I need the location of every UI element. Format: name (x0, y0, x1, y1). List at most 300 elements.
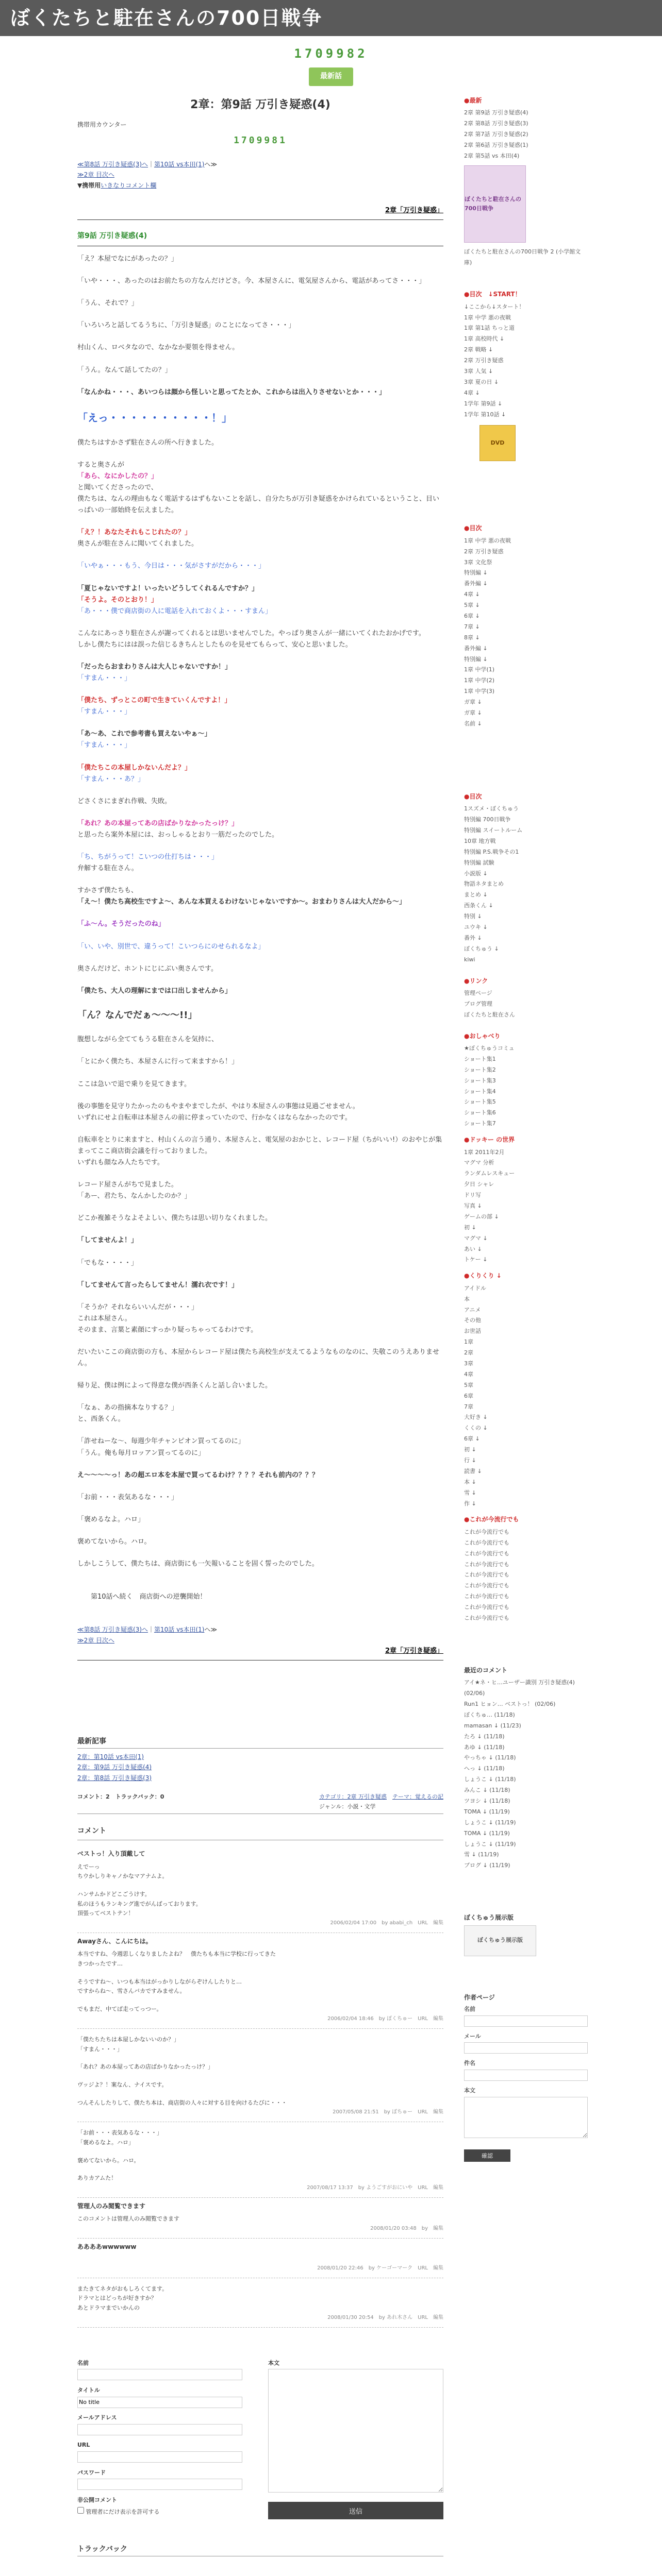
sidebar-link[interactable]: 2章 第5話 vs 本田(4) (464, 152, 520, 159)
story-line: 帰り足、僕は例によって得意な僕が西条くんと話し合いました。 (77, 1382, 272, 1390)
sidebar-link[interactable]: 1章 中学(2) (464, 677, 495, 684)
sidebar-link[interactable]: へっ ↓ (11/18) (464, 1765, 505, 1772)
sidebar-link[interactable]: 名前 ↓ (464, 720, 482, 727)
sidebar-link[interactable]: 特別編 試験 (464, 859, 494, 866)
visitor-counter: 1709982 (294, 46, 368, 61)
trackback-title: トラックバック (77, 2544, 443, 2556)
comment-text: ちウかしりキャノかなマアナムよ。 (77, 1873, 168, 1880)
story-line: すかさず僕たちも、 (77, 887, 138, 895)
sidebar-link[interactable]: 6章 (464, 1392, 473, 1399)
story-line: しかし僕たちにはは誤った信じるきちんとしたものを見せてもらって、安心と思いました。 (77, 640, 352, 649)
sidebar-link[interactable]: ブログ ↓ (11/19) (464, 1862, 510, 1869)
sidebar-link[interactable]: 6章 ↓ (464, 613, 480, 620)
blank-line (77, 1068, 443, 1079)
sidebar-link[interactable]: 大好き ↓ (464, 1414, 488, 1421)
story-line: と聞いてくださったので、 (77, 483, 158, 492)
recent-post-link[interactable]: 2章：第8話 万引き疑惑(3) (77, 1774, 152, 1782)
sidebar-link[interactable]: 1学年 第9話 ↓ (464, 400, 503, 407)
comment-text (77, 2256, 443, 2264)
comment-text: ドラマとはどっちが好きすか？ (77, 2295, 157, 2302)
author-field (464, 2005, 588, 2027)
sidebar-link[interactable]: これが今流行でも (464, 1614, 509, 1621)
sidebar-link[interactable]: 1章 中学(1) (464, 666, 495, 673)
side-author-title: 作者ページ (464, 1993, 495, 2001)
story-line: 「僕たち、ずっとこの町で生きていくんですよ！」 (77, 697, 231, 705)
sidebar-link[interactable]: 初 ↓ (464, 1224, 476, 1231)
book-cover-image[interactable]: ぼくたちと駐在さんの700日戦争 (464, 165, 526, 243)
blank-line (77, 1481, 443, 1492)
sidebar-link[interactable]: たろ ↓ (11/18) (464, 1733, 505, 1740)
sidebar-link[interactable]: ツヨシ ↓ (11/18) (464, 1798, 510, 1805)
comment-name: Awayさん、こんにちは。 (77, 1938, 152, 1945)
sidebar-link[interactable]: 番外 ↓ (464, 934, 482, 941)
sidebar-link[interactable]: 2章 第7話 万引き疑惑(2) (464, 130, 528, 138)
story-line: 「ん？なんでだぁ〜〜〜!!」 (77, 1009, 197, 1021)
sidebar-link[interactable]: ぼくたちと駐在さん (464, 1011, 515, 1018)
sidebar-link[interactable]: 物語ネタまとめ (464, 880, 504, 888)
sidebar-link[interactable]: ぼくちゅ… (11/18) (464, 1711, 515, 1718)
sidebar-link[interactable]: その他 (464, 1317, 481, 1324)
blank-line (77, 1168, 443, 1179)
story-line: 「いや・・・、あったのはお前たちの方なんだけどさ。今、本屋さんに、電気屋さんから、電話があってさ・・・」 (77, 277, 426, 285)
side-link-title: ●リンク (464, 977, 488, 985)
story-line: 「なぁ、あの指摘本なりする？」 (77, 1404, 178, 1412)
sidebar-link[interactable]: これが今流行でも (464, 1604, 509, 1611)
sidebar-link[interactable]: 7章 (464, 1403, 473, 1410)
dvd-image[interactable]: DVD (479, 425, 516, 461)
side-showcase-title: ぼくちゅう展示版 (464, 1914, 514, 1922)
sidebar-link[interactable]: ぼくちゅう ↓ (464, 945, 499, 952)
book-note[interactable]: ぼくたちと駐在さんの700日戦争 2 (小学館文庫) (464, 248, 581, 266)
sidebar-link[interactable]: 3章 文化祭 (464, 558, 492, 566)
story-line: どこか複雑そうなよそよしい、僕たちは思い切りなくれました。 (77, 1214, 272, 1223)
comments-section (77, 1825, 443, 2327)
pass-input[interactable] (77, 2479, 242, 2490)
sidebar-link[interactable]: 4章 ↓ (464, 389, 480, 396)
subject-label: タイトル (77, 2386, 100, 2394)
name-input[interactable] (77, 2369, 242, 2380)
sidebar-link[interactable]: 本 ↓ (464, 1478, 476, 1485)
sidebar-link[interactable]: 1スズメ・ぼくちゅう (464, 805, 519, 812)
story-line: すると奥さんが (77, 461, 125, 469)
sidebar-link[interactable]: 4章 (464, 1370, 473, 1378)
sidebar-link[interactable]: トケー ↓ (464, 1256, 488, 1263)
author-field (464, 2086, 588, 2141)
sidebar-link[interactable]: 1章 第1話 ちっと道 (464, 325, 515, 332)
blank-line (77, 427, 443, 437)
comment-item (77, 2029, 443, 2122)
story-line: レコード屋さんがちで見ました。 (77, 1181, 178, 1189)
sidebar-link[interactable]: kiwi (464, 956, 475, 963)
story-line: 「ち、ちがうって！こいつの仕打ちは・・・」 (77, 853, 219, 861)
blank-line (77, 1392, 443, 1402)
sidebar-link[interactable]: ブログ管理 (464, 1000, 492, 1007)
mobile-counter-label: 携帯用カウンター (77, 121, 127, 128)
sidebar-link[interactable]: 本 (464, 1295, 470, 1302)
post-nav-bottom: ≪第8話 万引き疑惑(3)へ｜第10話 vs本田(1)へ≫ ≫2章 目次へ (77, 1626, 218, 1644)
blank-line (77, 841, 443, 852)
story-line: 「うん。なんて話してたの？」 (77, 366, 172, 374)
sidebar-link[interactable]: これが今流行でも (464, 1593, 509, 1600)
sidebar-link[interactable]: これが今流行でも (464, 1539, 509, 1546)
recent-post-link[interactable]: 2章：第9話 万引き疑惑(4) (77, 1764, 152, 1771)
blank-line (77, 449, 443, 460)
sidebar-link[interactable]: これが今流行でも (464, 1561, 509, 1568)
blank-line (77, 651, 443, 662)
sidebar-link[interactable]: みんこ ↓ (11/18) (464, 1787, 510, 1794)
story-line: どさくさにまぎれ作戦、失敗。 (77, 797, 172, 805)
comment-meta[interactable]: 2008/01/20 22:46 by ケーゴーマーク URL 編集 (317, 2265, 443, 2271)
story-line: 「え？本屋でなにがあったの？」 (77, 255, 178, 263)
story-line: 「あら、なにかしたの？」 (77, 472, 158, 480)
sidebar-link[interactable]: これが今流行でも (464, 1528, 509, 1535)
sidebar-link[interactable]: ショート集7 (464, 1120, 496, 1127)
newest-button[interactable]: 最新話 (309, 67, 353, 86)
story-line: 「あ〜あ、これで参考書も買えないやぁ〜」 (77, 730, 211, 738)
sidebar-link[interactable]: ドリ写 (464, 1192, 481, 1199)
sidebar-link[interactable]: 読書 ↓ (464, 1467, 482, 1475)
blank-line (77, 1224, 443, 1235)
story-line: 「詐せねーな〜、毎週少年チャンピオン買ってるのに」 (77, 1437, 245, 1446)
sidebar-link[interactable]: ガ章 ↓ (464, 699, 482, 706)
submit-button[interactable]: 送信 (268, 2502, 443, 2519)
sidebar-link[interactable]: 西条くん ↓ (464, 902, 493, 909)
sidebar-link[interactable]: 2章 万引き疑惑 (464, 357, 504, 364)
blank-line (77, 398, 443, 409)
sidebar-link[interactable]: 2章 第9話 万引き疑惑(4) (464, 109, 528, 116)
sidebar-link[interactable]: 初 ↓ (464, 1446, 476, 1453)
sidebar-link[interactable]: アイドル (464, 1284, 487, 1292)
next-link[interactable]: 第10話 vs本田(1) (154, 1626, 205, 1634)
sidebar-link[interactable]: 1章 中学 悪の夜戦 (464, 314, 511, 321)
sidebar-link[interactable]: 2章 第8話 万引き疑惑(3) (464, 120, 528, 127)
sidebar-link[interactable]: 7章 ↓ (464, 623, 480, 630)
sidebar-link[interactable]: これが今流行でも (464, 1571, 509, 1579)
sidebar-link[interactable]: アイ★ネ・ヒ…ユーザー識別 万引き疑惑(4) (02/06) (464, 1679, 575, 1697)
comment-name: ベストっ！入り頂戴して (77, 1850, 145, 1858)
comment-form (77, 2359, 443, 2523)
story-line: 「え〜！僕たち高校生ですよ〜、あんな本買えるわけないじゃないですか〜。おまわりさんは大人だから〜」 (77, 898, 406, 906)
prev-link[interactable]: ≪第8話 万引き疑惑(3)へ (77, 160, 148, 168)
author-field-input[interactable] (464, 2070, 588, 2081)
story-line: と、西条くん。 (77, 1415, 125, 1423)
comment-item (77, 2198, 443, 2239)
toc-link[interactable]: ≫2章 目次へ (77, 1636, 115, 1644)
sidebar-link[interactable]: 番外編 ↓ (464, 580, 488, 587)
blank-line (77, 718, 443, 728)
blank-line (77, 752, 443, 762)
sidebar-link[interactable]: お世話 (464, 1328, 481, 1335)
sidebar-link[interactable]: ガ章 ↓ (464, 709, 482, 717)
sidebar-link[interactable]: くくの ↓ (464, 1425, 488, 1432)
sidebar-link[interactable]: 2章 (464, 1349, 473, 1357)
blank-line (77, 1247, 443, 1258)
story-line: 「あ・・・僕で商店街の人に電話を入れておくよ・・・すまん」 (77, 607, 272, 615)
comment-text (77, 2090, 443, 2098)
sidebar-link[interactable]: ショート集5 (464, 1098, 496, 1106)
sidebar-link[interactable]: 4章 ↓ (464, 591, 480, 598)
blank-line (77, 516, 443, 527)
meta-theme[interactable]: テーマ：覚えるの記 (392, 1793, 443, 1801)
comment-item (77, 2239, 443, 2278)
recent-posts (77, 1736, 443, 1783)
comment-text: 「あれ？あの本屋ってあの店ばかりなかったっけ？」 (77, 2063, 213, 2071)
sidebar-link[interactable]: 特別編 700日戦争 (464, 816, 511, 823)
author-field-textarea[interactable] (464, 2097, 588, 2138)
sidebar-link[interactable]: マグマ ↓ (464, 1234, 488, 1242)
sidebar-link[interactable]: 1学年 第10話 ↓ (464, 411, 506, 418)
story-line: これは本屋さん。 (77, 1314, 131, 1323)
sidebar-link[interactable]: 作 ↓ (464, 1500, 476, 1507)
comment-text (77, 1969, 443, 1977)
comment-text (77, 1996, 443, 2005)
sidebar-link[interactable]: ★ぼくちゅうコミュ (464, 1045, 515, 1052)
comment-text: あとドラマまでいかんの (77, 2304, 140, 2311)
story-line: だいたいここの商店街の方も、本屋からレコード屋は僕たち高校生が支えてるようなものなのに、失敬このうえありません。 (77, 1348, 440, 1368)
story-line: 「褒めるなよ。ハロ」 (77, 1515, 145, 1523)
prev-link[interactable]: ≪第8話 万引き疑惑(3)へ (77, 1626, 148, 1634)
sidebar-link[interactable]: ショート集2 (464, 1066, 496, 1073)
sidebar-link[interactable]: mamasan ↓ (11/23) (464, 1722, 521, 1729)
post-nav: ≪第8話 万引き疑惑(3)へ｜第10話 vs本田(1)へ≫ ≫2章 目次へ ▼携帯用いきなりコメント欄 (77, 160, 218, 189)
comment-text: ハンサムかドどこごうけす。 (77, 1890, 151, 1897)
story-line: 「お前・・・表気あるな・・・」 (77, 1493, 178, 1501)
mail-input[interactable] (77, 2424, 242, 2435)
story-line: 「いろいろと話してるうちに、「万引き疑惑」のことになってさ・・・」 (77, 321, 295, 330)
story-line: 僕たちはすかさず駐在さんの所へ行きました。 (77, 438, 219, 447)
sidebar-link[interactable]: 夕日 シャレ (464, 1181, 494, 1188)
author-field-label: 本文 (464, 2087, 475, 2094)
comment-text: つんそんしたりして、僕たち本は、商店街の人々に対する目を向けるたびに・・・ (77, 2099, 287, 2106)
story-line: 後の事態を見守りたかったのもやまやまでしたが、やはり本屋さんの事態は見過ごせません。 (77, 1102, 359, 1110)
sidebar-link[interactable]: 3章 夏の日 ↓ (464, 378, 499, 385)
story-line: 僕たちは、なんの理由もなく電話するはずもないことを話し、自分たちが万引き疑惑をかけられているということ、目いっぱいの一部始終を伝えました。 (77, 495, 440, 515)
sidebar-link[interactable]: これが今流行でも (464, 1582, 509, 1589)
author-field-input[interactable] (464, 2015, 588, 2027)
sidebar-link[interactable]: 雪 ↓ (464, 1489, 476, 1496)
sidebar-link[interactable]: 2章 第6話 万引き疑惑(1) (464, 141, 528, 148)
story-line: 「うん。俺も毎月ロッアン買ってるのに」 (77, 1449, 205, 1457)
sidebar-link[interactable]: ↓ここから↓スタート！ (464, 303, 525, 310)
sidebar-link[interactable]: 特別編 ↓ (464, 655, 488, 663)
comment-meta[interactable]: 2007/05/08 21:51 by ぼちゅー URL 編集 (333, 2109, 443, 2115)
mobile-counter (77, 133, 443, 149)
author-field-input[interactable] (464, 2042, 588, 2054)
next-suffix: へ≫ (204, 160, 218, 168)
story-line: 「すまん・・・あ？」 (77, 775, 145, 783)
mail-label: メールアドレス (77, 2414, 117, 2421)
blank-line (77, 684, 443, 695)
comment-text: えでーっ (77, 1863, 100, 1870)
story-line: 「そうか？それならいいんだが・・・」 (77, 1303, 198, 1311)
mobile-label: ▼携帯用 (77, 181, 101, 189)
sidebar-link[interactable]: TOMA ↓ (11/19) (464, 1829, 510, 1837)
sidebar-link[interactable]: マグマ 分析 (464, 1159, 494, 1166)
url-label: URL (77, 2442, 90, 2449)
blank-line (77, 1202, 443, 1213)
secret-text: 管理者にだけ表示を許可する (86, 2508, 160, 2515)
chapter-link[interactable]: 2章「万引き疑惑」 (385, 207, 443, 215)
next-link[interactable]: 第10話 vs本田(1) (154, 160, 205, 168)
comment-jump-link[interactable]: いきなりコメント欄 (101, 181, 157, 189)
comment-text: 「お前・・・表気あるな・・・」 (77, 2129, 162, 2137)
sidebar-link[interactable]: ゲームの部 ↓ (464, 1213, 499, 1220)
site-title[interactable]: ぼくたちと駐在さんの700日戦争 (10, 6, 323, 29)
side-toc3-title: ●目次 (464, 792, 482, 800)
sidebar-link[interactable]: 1章 高校時代 ↓ (464, 335, 505, 343)
comment-meta[interactable]: 2008/01/30 20:54 by あれ木さん URL 編集 (327, 2314, 443, 2320)
comment-item (77, 2122, 443, 2198)
subject-input[interactable] (77, 2397, 242, 2408)
recent-post-link[interactable]: 2章：第10話 vs本田(1) (77, 1753, 144, 1760)
blank-line (77, 908, 443, 919)
story-line: 「い、いや、別世で、違うって！こいつらにのせられるなよ」 (77, 942, 265, 951)
sidebar-link[interactable]: 写真 ↓ (464, 1202, 482, 1209)
author-field (464, 2032, 588, 2054)
sidebar-link[interactable]: ショート集4 (464, 1088, 496, 1095)
sidebar-link[interactable]: しょうこ ↓ (11/18) (464, 1776, 516, 1783)
sidebar-link[interactable]: 雪 ↓ (11/19) (464, 1851, 499, 1858)
story-line: 「僕たちこの本屋しかないんだよ？」 (77, 764, 192, 772)
toc-link[interactable]: ≫2章 目次へ (77, 171, 115, 179)
story-line: 奥さんが駐在さんに聞いてくれました。 (77, 540, 198, 548)
sidebar-link[interactable]: 特別編 P.S.戦争その1 (464, 848, 519, 855)
name-label: 名前 (77, 2359, 89, 2366)
sidebar-link[interactable]: これが今流行でも (464, 1550, 509, 1557)
meta-counts[interactable]: コメント：2 トラックバック：0 (77, 1793, 164, 1801)
comment-text: このコメントは管理人のみ閲覧できます (77, 2215, 179, 2223)
comment-text: そうですね〜、いつも本当はがっかりしながらぞけんしたりと… (77, 1978, 242, 1985)
story-line: 「すまん・・・」 (77, 708, 131, 716)
showcase-image[interactable]: ぼくちゅう展示版 (464, 1925, 536, 1956)
sidebar-link[interactable]: 番外編 ↓ (464, 645, 488, 652)
secret-checkbox[interactable] (77, 2507, 84, 2514)
story-line: こんなにあっさり駐在さんが謝ってくれるとは思いませんでした。やっぱり奥さんが一緒にいてくれたおかげです。 (77, 629, 425, 637)
sidebar-link[interactable]: しょうこ ↓ (11/19) (464, 1819, 516, 1826)
sidebar-link[interactable]: 1章 中学 悪の夜戦 (464, 537, 511, 544)
comment-text: 褒めてないから。ハロ。 (77, 2157, 140, 2164)
sidebar-link[interactable]: 特別 ↓ (464, 913, 482, 920)
comment-text: きつかったです… (77, 1960, 123, 1968)
comment-name: 管理人のみ閲覧できます (77, 2202, 146, 2210)
sidebar-link[interactable]: あい ↓ (464, 1245, 482, 1252)
meta-genre[interactable]: ジャンル：小説・文学 (319, 1803, 376, 1810)
sidebar-link[interactable]: 行 ↓ (464, 1456, 476, 1464)
story-line: 「なんかね・・・、あいつらは顔から怪しいと思ってたとか、これからは出入りさせないとか・・・」 (77, 388, 386, 396)
sidebar-link[interactable]: 3章 人気 ↓ (464, 367, 493, 375)
sidebar-link[interactable]: 5章 ↓ (464, 602, 480, 609)
sidebar (464, 95, 588, 2162)
sidebar-link[interactable]: 2章 万引き疑惑 (464, 548, 504, 555)
meta-category[interactable]: カテゴリ：2章 万引き疑惑 (319, 1793, 387, 1801)
sidebar-link[interactable]: しょうこ ↓ (11/19) (464, 1840, 516, 1848)
comment-meta[interactable]: 2008/01/20 03:48 by 編集 (370, 2226, 443, 2232)
blank-line (77, 1291, 443, 1302)
story-line: そのまま、言葉と素顔にすっかり疑っちゃってるわけです。 (77, 1326, 258, 1334)
comment-meta[interactable]: 2006/02/04 18:46 by ぼくちゅー URL 編集 (327, 2015, 443, 2022)
blank-line (77, 874, 443, 885)
sidebar-link[interactable]: アニメ (464, 1306, 481, 1313)
sidebar-link[interactable]: Run1 ヒョン… ベストっ！ (02/06) (464, 1701, 556, 1708)
story-line: 奥さんだけど、ホントにじにぶい奥さんです。 (77, 964, 218, 973)
sidebar-link[interactable]: ショート集1 (464, 1055, 496, 1062)
story-line: 「とにかく僕たち、本屋さんに行って来ますから！」 (77, 1058, 239, 1066)
sidebar-link[interactable]: 1章 (464, 1338, 473, 1346)
sidebar-link[interactable]: ショート集6 (464, 1109, 496, 1116)
story-line: いずれにせよ自転車は本屋さんの前に停まっていたので、行かなくはならなかったのです。 (77, 1113, 352, 1122)
sidebar-link[interactable]: ショート集3 (464, 1077, 496, 1084)
comment-item (77, 1933, 443, 2029)
blank-line (77, 997, 443, 1008)
blank-line (77, 265, 443, 276)
comment-meta[interactable]: 2007/08/17 13:37 by ようごすがおにいや URL 編集 (307, 2185, 443, 2191)
blank-line (77, 617, 443, 628)
sidebar-link[interactable]: 10章 地方戦 (464, 837, 496, 844)
sidebar-link[interactable]: 2章 戦略 ↓ (464, 346, 493, 353)
sidebar-link[interactable]: 6章 ↓ (464, 1435, 480, 1443)
mobile-counter-value: 1709981 (234, 135, 287, 146)
sidebar-link[interactable]: 管理ページ (464, 989, 492, 996)
sidebar-link[interactable]: まとめ ↓ (464, 891, 488, 899)
sidebar-link[interactable]: 5章 (464, 1381, 473, 1388)
comment-text: ありカアムた！ (77, 2175, 117, 2182)
comment-text: でもまだ、中てば走ってっつー。 (77, 2006, 162, 2013)
story-line: 「してませんよ！」 (77, 1236, 138, 1245)
sidebar-link[interactable]: 特別編 ↓ (464, 569, 488, 577)
comment-item (77, 1845, 443, 1933)
recent-title: 最新記事 (77, 1736, 443, 1749)
url-input[interactable] (77, 2451, 242, 2463)
sidebar-link[interactable]: 小説版 ↓ (464, 870, 488, 877)
story-line: 「でもな・・・・」 (77, 1259, 138, 1267)
sidebar-link[interactable]: ランダムレスキュー (464, 1170, 515, 1177)
story-line: 「あれ？あの本屋ってあの店ばかりなかったっけ？」 (77, 819, 239, 827)
author-submit-button[interactable]: 確認 (464, 2149, 510, 2162)
sidebar-link[interactable]: 1章 2011年2月 (464, 1148, 505, 1156)
sidebar-link[interactable]: 1章 中学(3) (464, 688, 495, 695)
chapter-link-bottom[interactable]: 2章「万引き疑惑」 (385, 1647, 443, 1655)
side-recent-comments-title: 最近のコメント (464, 1666, 508, 1674)
blank-line (77, 1614, 443, 1624)
story-line: 「すまん・・・」 (77, 674, 131, 683)
main-column (77, 95, 443, 2556)
sidebar-link[interactable]: やっちゃ ↓ (11/18) (464, 1754, 516, 1761)
sidebar-link[interactable]: 8章 ↓ (464, 634, 480, 641)
comment-text: またきてネタがおもしろくてます。 (77, 2285, 168, 2292)
sidebar-link[interactable]: 3章 (464, 1360, 473, 1367)
blank-line (77, 1090, 443, 1101)
author-field (464, 2059, 588, 2081)
body-textarea[interactable] (268, 2369, 443, 2493)
sidebar-link[interactable]: 特別編 スイートルーム (464, 827, 523, 834)
comments-title: コメント (77, 1825, 443, 1840)
story-line: 「すまん・・・」 (77, 741, 131, 750)
author-field-label: 名前 (464, 2006, 475, 2013)
side-dokky-title: ●ドッキー の世界 (464, 1136, 515, 1144)
sidebar-link[interactable]: あゆ ↓ (11/18) (464, 1743, 505, 1751)
sidebar-link[interactable]: ユウキ ↓ (464, 924, 488, 931)
counter-area (0, 36, 662, 86)
post-title: 2章：第9話 万引き疑惑(4) (190, 98, 330, 111)
comment-text: 「褒めるなよ。ハロ」 (77, 2139, 134, 2146)
story-line: 「そうよ。そのとおり！」 (77, 596, 158, 604)
blank-line (77, 1369, 443, 1380)
sidebar-link[interactable]: TOMA ↓ (11/19) (464, 1808, 510, 1815)
comment-meta[interactable]: 2006/02/04 17:00 by ababi_ch URL 編集 (330, 1920, 443, 1926)
pass-label: パスワード (77, 2469, 106, 2476)
blank-line (77, 1503, 443, 1514)
story-line: 村山くん、ロベタなので、なかなか要領を得ません。 (77, 344, 239, 352)
